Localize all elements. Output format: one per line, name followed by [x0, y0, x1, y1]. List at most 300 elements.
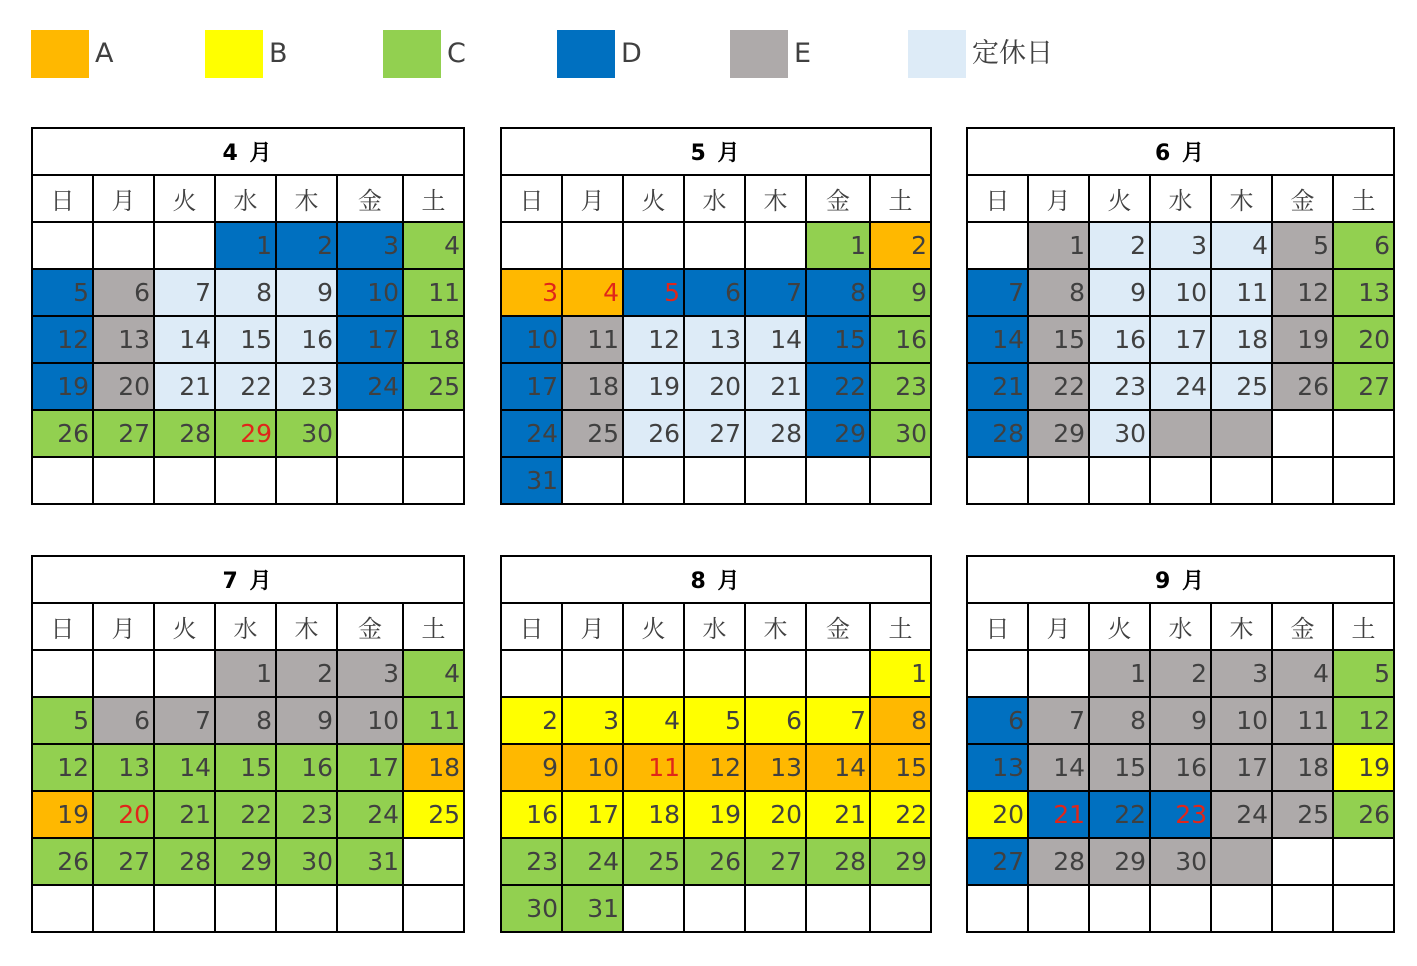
week-row — [33, 885, 464, 932]
day-cell — [403, 457, 464, 504]
day-cell — [870, 885, 931, 932]
day-cell: 24 — [562, 838, 623, 885]
day-cell — [93, 457, 154, 504]
weekday-header: 火 — [154, 603, 215, 650]
day-cell: 26 — [623, 410, 684, 457]
week-row — [968, 744, 1394, 791]
day-cell: 25 — [623, 838, 684, 885]
day-cell — [806, 650, 870, 697]
day-cell: 10 — [562, 744, 623, 791]
day-cell — [562, 457, 623, 504]
legend-swatch — [31, 30, 89, 78]
day-cell: 11 — [562, 316, 623, 363]
week-row — [968, 222, 1394, 269]
legend-swatch — [383, 30, 441, 78]
day-cell — [337, 885, 403, 932]
day-cell — [215, 885, 276, 932]
month-title: 8 月 — [502, 557, 931, 603]
weekday-header: 金 — [806, 175, 870, 222]
weekday-header: 木 — [276, 175, 337, 222]
week-row — [968, 410, 1394, 457]
day-cell: 29 — [215, 838, 276, 885]
week-row — [968, 885, 1394, 932]
day-cell — [33, 650, 93, 697]
day-cell: 29 — [1089, 838, 1150, 885]
day-cell: 4 — [623, 697, 684, 744]
day-cell — [562, 222, 623, 269]
day-cell: 12 — [1272, 269, 1333, 316]
day-cell — [623, 885, 684, 932]
weekday-header: 水 — [684, 603, 745, 650]
day-cell: 2 — [276, 650, 337, 697]
day-cell: 18 — [623, 791, 684, 838]
day-cell — [154, 885, 215, 932]
day-cell: 27 — [684, 410, 745, 457]
day-cell: 21 — [154, 363, 215, 410]
week-row — [33, 744, 464, 791]
day-cell: 25 — [1272, 791, 1333, 838]
weekday-header: 木 — [1211, 175, 1272, 222]
weekday-header: 火 — [154, 175, 215, 222]
day-cell: 11 — [1211, 269, 1272, 316]
weekday-header: 金 — [337, 175, 403, 222]
legend-swatch — [730, 30, 788, 78]
day-cell — [684, 650, 745, 697]
weekday-header: 日 — [33, 603, 93, 650]
day-cell: 31 — [502, 457, 562, 504]
month-table — [502, 557, 932, 933]
weekday-header: 木 — [745, 175, 806, 222]
day-cell — [562, 650, 623, 697]
day-cell: 8 — [1089, 697, 1150, 744]
day-cell: 17 — [562, 791, 623, 838]
day-cell — [33, 457, 93, 504]
day-cell — [93, 222, 154, 269]
weekday-header: 水 — [215, 603, 276, 650]
week-row — [33, 222, 464, 269]
day-cell: 21 — [968, 363, 1028, 410]
day-cell: 10 — [337, 269, 403, 316]
week-row — [33, 838, 464, 885]
day-cell — [403, 838, 464, 885]
day-cell: 22 — [215, 363, 276, 410]
day-cell — [1333, 410, 1394, 457]
month-title: 5 月 — [502, 129, 931, 175]
day-cell — [33, 885, 93, 932]
day-cell — [684, 457, 745, 504]
day-cell: 6 — [745, 697, 806, 744]
day-cell — [1150, 885, 1211, 932]
calendar-may — [500, 127, 932, 505]
month-table — [968, 557, 1395, 933]
month-table — [33, 557, 465, 933]
day-cell: 9 — [870, 269, 931, 316]
legend-label: 定休日 — [972, 38, 1053, 69]
legend-label: C — [447, 38, 466, 69]
day-cell: 31 — [562, 885, 623, 932]
day-cell: 26 — [1333, 791, 1394, 838]
month-table — [968, 129, 1395, 505]
day-cell: 3 — [1211, 650, 1272, 697]
day-cell: 2 — [1089, 222, 1150, 269]
month-title: 7 月 — [33, 557, 464, 603]
day-cell — [1272, 838, 1333, 885]
day-cell — [154, 457, 215, 504]
day-cell: 2 — [1150, 650, 1211, 697]
day-cell: 4 — [1211, 222, 1272, 269]
day-cell — [1333, 457, 1394, 504]
day-cell: 17 — [337, 316, 403, 363]
day-cell: 7 — [745, 269, 806, 316]
day-cell: 30 — [870, 410, 931, 457]
calendar-april — [31, 127, 465, 505]
day-cell — [968, 222, 1028, 269]
day-cell: 4 — [403, 650, 464, 697]
week-row — [968, 650, 1394, 697]
day-cell — [968, 457, 1028, 504]
day-cell — [623, 222, 684, 269]
week-row — [968, 791, 1394, 838]
day-cell: 17 — [502, 363, 562, 410]
day-cell — [276, 457, 337, 504]
weekday-header: 月 — [562, 175, 623, 222]
day-cell: 9 — [1150, 697, 1211, 744]
day-cell: 10 — [502, 316, 562, 363]
day-cell — [1211, 885, 1272, 932]
day-cell — [684, 222, 745, 269]
day-cell: 21 — [806, 791, 870, 838]
day-cell: 19 — [1333, 744, 1394, 791]
weekday-header: 水 — [1150, 603, 1211, 650]
day-cell — [968, 650, 1028, 697]
day-cell: 13 — [1333, 269, 1394, 316]
weekday-header: 日 — [33, 175, 93, 222]
day-cell: 14 — [968, 316, 1028, 363]
day-cell: 28 — [806, 838, 870, 885]
day-cell: 27 — [745, 838, 806, 885]
weekday-header: 日 — [502, 603, 562, 650]
calendar-july — [31, 555, 465, 933]
weekday-header: 土 — [1333, 603, 1394, 650]
day-cell: 15 — [215, 744, 276, 791]
day-cell: 16 — [502, 791, 562, 838]
day-cell: 16 — [1150, 744, 1211, 791]
week-row — [502, 269, 931, 316]
day-cell: 26 — [33, 838, 93, 885]
day-cell: 17 — [1211, 744, 1272, 791]
day-cell: 23 — [870, 363, 931, 410]
day-cell: 6 — [968, 697, 1028, 744]
day-cell: 20 — [93, 363, 154, 410]
day-cell: 20 — [1333, 316, 1394, 363]
week-row — [502, 650, 931, 697]
calendar-september — [966, 555, 1395, 933]
day-cell: 6 — [93, 697, 154, 744]
day-cell: 28 — [154, 838, 215, 885]
day-cell: 11 — [1272, 697, 1333, 744]
day-cell: 12 — [684, 744, 745, 791]
day-cell: 4 — [1272, 650, 1333, 697]
day-cell: 27 — [93, 410, 154, 457]
day-cell — [1272, 410, 1333, 457]
weekday-header: 日 — [968, 603, 1028, 650]
day-cell: 28 — [1028, 838, 1089, 885]
day-cell: 19 — [33, 791, 93, 838]
day-cell: 10 — [1150, 269, 1211, 316]
day-cell: 23 — [276, 363, 337, 410]
day-cell: 1 — [870, 650, 931, 697]
day-cell: 12 — [1333, 697, 1394, 744]
day-cell: 18 — [1211, 316, 1272, 363]
day-cell: 7 — [806, 697, 870, 744]
weekday-header: 土 — [870, 175, 931, 222]
day-cell: 12 — [33, 316, 93, 363]
weekday-header: 木 — [276, 603, 337, 650]
day-cell: 14 — [745, 316, 806, 363]
day-cell: 10 — [1211, 697, 1272, 744]
day-cell — [745, 457, 806, 504]
day-cell: 20 — [968, 791, 1028, 838]
day-cell — [623, 457, 684, 504]
day-cell — [684, 885, 745, 932]
weekday-header: 月 — [1028, 175, 1089, 222]
day-cell: 30 — [276, 838, 337, 885]
day-cell: 1 — [215, 650, 276, 697]
week-row — [502, 457, 931, 504]
day-cell: 16 — [870, 316, 931, 363]
weekday-header: 水 — [215, 175, 276, 222]
day-cell: 7 — [1028, 697, 1089, 744]
day-cell: 3 — [337, 650, 403, 697]
weekday-header: 月 — [562, 603, 623, 650]
day-cell: 26 — [33, 410, 93, 457]
day-cell: 26 — [684, 838, 745, 885]
day-cell: 22 — [870, 791, 931, 838]
day-cell: 5 — [33, 697, 93, 744]
day-cell — [1028, 650, 1089, 697]
legend-label: B — [269, 38, 288, 69]
week-row — [33, 363, 464, 410]
day-cell: 22 — [1028, 363, 1089, 410]
day-cell: 9 — [276, 697, 337, 744]
day-cell: 5 — [1272, 222, 1333, 269]
day-cell: 16 — [276, 744, 337, 791]
day-cell: 9 — [276, 269, 337, 316]
day-cell: 21 — [745, 363, 806, 410]
day-cell — [337, 457, 403, 504]
day-cell: 14 — [1028, 744, 1089, 791]
day-cell: 7 — [154, 697, 215, 744]
day-cell: 15 — [215, 316, 276, 363]
day-cell: 17 — [337, 744, 403, 791]
day-cell: 1 — [1028, 222, 1089, 269]
weekday-header: 月 — [93, 603, 154, 650]
week-row — [968, 269, 1394, 316]
day-cell: 25 — [403, 363, 464, 410]
day-cell: 29 — [806, 410, 870, 457]
day-cell: 3 — [337, 222, 403, 269]
week-row — [502, 363, 931, 410]
weekday-header: 日 — [968, 175, 1028, 222]
day-cell: 1 — [215, 222, 276, 269]
day-cell: 16 — [1089, 316, 1150, 363]
day-cell: 30 — [502, 885, 562, 932]
weekday-header: 火 — [623, 175, 684, 222]
day-cell: 30 — [1150, 838, 1211, 885]
day-cell: 3 — [502, 269, 562, 316]
day-cell — [1272, 885, 1333, 932]
day-cell: 13 — [93, 316, 154, 363]
day-cell: 9 — [1089, 269, 1150, 316]
month-table — [502, 129, 932, 505]
day-cell: 24 — [1211, 791, 1272, 838]
week-row — [502, 410, 931, 457]
week-row — [33, 269, 464, 316]
day-cell — [403, 885, 464, 932]
day-cell: 23 — [276, 791, 337, 838]
day-cell — [93, 650, 154, 697]
weekday-header: 木 — [745, 603, 806, 650]
weekday-header: 土 — [403, 175, 464, 222]
weekday-header: 土 — [870, 603, 931, 650]
day-cell: 9 — [502, 744, 562, 791]
day-cell: 6 — [684, 269, 745, 316]
day-cell: 19 — [33, 363, 93, 410]
legend-label: D — [621, 38, 642, 69]
day-cell: 8 — [806, 269, 870, 316]
day-cell — [1211, 410, 1272, 457]
day-cell: 22 — [806, 363, 870, 410]
day-cell: 20 — [684, 363, 745, 410]
day-cell: 5 — [623, 269, 684, 316]
day-cell — [968, 885, 1028, 932]
day-cell: 11 — [403, 697, 464, 744]
day-cell: 8 — [215, 697, 276, 744]
day-cell: 25 — [403, 791, 464, 838]
day-cell: 1 — [1089, 650, 1150, 697]
day-cell — [1089, 885, 1150, 932]
day-cell: 21 — [1028, 791, 1089, 838]
day-cell — [623, 650, 684, 697]
day-cell: 6 — [1333, 222, 1394, 269]
day-cell — [870, 457, 931, 504]
week-row — [968, 457, 1394, 504]
day-cell — [1333, 885, 1394, 932]
day-cell — [745, 222, 806, 269]
day-cell: 13 — [968, 744, 1028, 791]
day-cell — [806, 457, 870, 504]
week-row — [502, 222, 931, 269]
day-cell: 6 — [93, 269, 154, 316]
legend-label: E — [794, 38, 812, 69]
calendar-august — [500, 555, 932, 933]
day-cell: 27 — [968, 838, 1028, 885]
day-cell: 5 — [33, 269, 93, 316]
day-cell: 23 — [1150, 791, 1211, 838]
day-cell: 19 — [684, 791, 745, 838]
day-cell: 17 — [1150, 316, 1211, 363]
day-cell: 24 — [1150, 363, 1211, 410]
day-cell: 5 — [684, 697, 745, 744]
day-cell — [215, 457, 276, 504]
day-cell — [806, 885, 870, 932]
day-cell: 22 — [215, 791, 276, 838]
weekday-header: 金 — [1272, 175, 1333, 222]
day-cell: 1 — [806, 222, 870, 269]
day-cell — [745, 885, 806, 932]
day-cell: 13 — [93, 744, 154, 791]
month-title: 6 月 — [968, 129, 1394, 175]
day-cell: 18 — [403, 744, 464, 791]
day-cell — [1089, 457, 1150, 504]
day-cell: 31 — [337, 838, 403, 885]
day-cell: 7 — [154, 269, 215, 316]
day-cell: 11 — [403, 269, 464, 316]
day-cell: 18 — [562, 363, 623, 410]
day-cell: 7 — [968, 269, 1028, 316]
day-cell: 15 — [1089, 744, 1150, 791]
day-cell: 3 — [562, 697, 623, 744]
day-cell: 19 — [623, 363, 684, 410]
day-cell — [154, 222, 215, 269]
day-cell: 8 — [870, 697, 931, 744]
weekday-header: 火 — [1089, 603, 1150, 650]
day-cell — [337, 410, 403, 457]
week-row — [502, 697, 931, 744]
weekday-header: 日 — [502, 175, 562, 222]
day-cell — [93, 885, 154, 932]
week-row — [968, 838, 1394, 885]
day-cell — [502, 222, 562, 269]
weekday-header: 水 — [684, 175, 745, 222]
week-row — [33, 316, 464, 363]
weekday-header: 土 — [1333, 175, 1394, 222]
week-row — [33, 457, 464, 504]
day-cell: 28 — [154, 410, 215, 457]
day-cell: 8 — [1028, 269, 1089, 316]
day-cell: 29 — [1028, 410, 1089, 457]
week-row — [33, 410, 464, 457]
legend-label: A — [95, 38, 114, 69]
legend-swatch — [557, 30, 615, 78]
day-cell: 2 — [276, 222, 337, 269]
weekday-header: 火 — [623, 603, 684, 650]
week-row — [502, 744, 931, 791]
day-cell: 15 — [870, 744, 931, 791]
legend-swatch — [908, 30, 966, 78]
week-row — [968, 316, 1394, 363]
month-table — [33, 129, 465, 505]
day-cell: 25 — [562, 410, 623, 457]
weekday-header: 金 — [806, 603, 870, 650]
day-cell: 10 — [337, 697, 403, 744]
day-cell: 14 — [806, 744, 870, 791]
week-row — [968, 363, 1394, 410]
day-cell: 22 — [1089, 791, 1150, 838]
day-cell: 28 — [968, 410, 1028, 457]
day-cell: 15 — [1028, 316, 1089, 363]
week-row — [968, 697, 1394, 744]
day-cell: 24 — [337, 791, 403, 838]
day-cell: 26 — [1272, 363, 1333, 410]
day-cell: 20 — [93, 791, 154, 838]
day-cell — [1028, 885, 1089, 932]
day-cell: 12 — [33, 744, 93, 791]
day-cell: 4 — [562, 269, 623, 316]
day-cell: 24 — [337, 363, 403, 410]
day-cell — [33, 222, 93, 269]
month-title: 9 月 — [968, 557, 1394, 603]
